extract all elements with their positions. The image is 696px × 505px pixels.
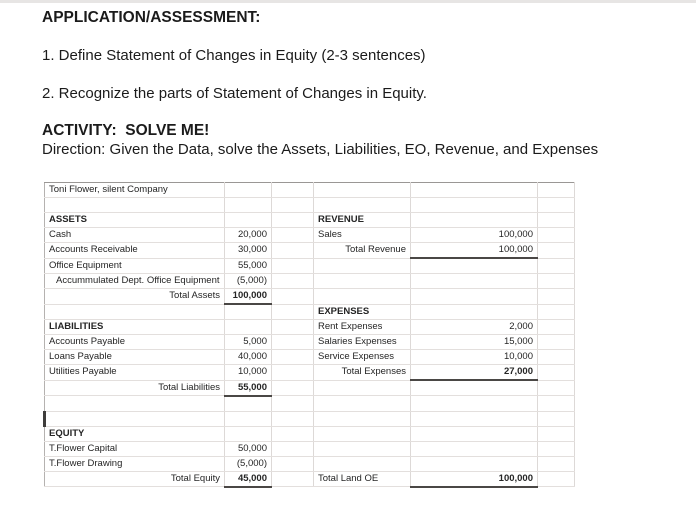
equity-label: T.Flower Capital bbox=[45, 441, 225, 456]
equity-value: (5,000) bbox=[225, 456, 272, 471]
equity-value: 50,000 bbox=[225, 441, 272, 456]
revenue-value: 100,000 bbox=[411, 228, 538, 243]
row-expenses-header bbox=[45, 304, 575, 320]
row-company bbox=[45, 183, 575, 198]
total-land-oe-label: Total Land OE bbox=[314, 471, 411, 487]
asset-value: (5,000) bbox=[225, 274, 272, 289]
row-receivable-totalrevenue bbox=[45, 243, 575, 259]
row-total-liabilities bbox=[45, 380, 575, 396]
worksheet-table bbox=[43, 182, 575, 488]
asset-value: 55,000 bbox=[225, 258, 272, 274]
liability-value: 5,000 bbox=[225, 335, 272, 350]
activity-direction: Direction: Given the Data, solve the Assets, Liabilities, EO, Revenue, and Expenses bbox=[42, 141, 599, 158]
row-blank bbox=[45, 198, 575, 213]
asset-label: Accummulated Dept. Office Equipment bbox=[45, 274, 225, 289]
total-equity-value: 45,000 bbox=[225, 471, 272, 487]
asset-label: Cash bbox=[45, 228, 225, 243]
row-accountspayable-salaries bbox=[45, 335, 575, 350]
total-revenue-label: Total Revenue bbox=[314, 243, 411, 259]
row-section-headers bbox=[45, 213, 575, 228]
row-drawing bbox=[45, 456, 575, 471]
page-title: APPLICATION/ASSESSMENT: bbox=[42, 9, 261, 26]
row-office-equipment bbox=[45, 258, 575, 274]
total-assets-label: Total Assets bbox=[45, 289, 225, 305]
expense-value: 15,000 bbox=[411, 335, 538, 350]
activity-heading: ACTIVITY: SOLVE ME! bbox=[42, 122, 210, 139]
row-totals-bottom bbox=[45, 471, 575, 487]
equity-label: T.Flower Drawing bbox=[45, 456, 225, 471]
equity-section-title: EQUITY bbox=[45, 426, 225, 441]
expense-label: Salaries Expenses bbox=[314, 335, 411, 350]
liability-label: Utilities Payable bbox=[45, 365, 225, 381]
asset-label: Office Equipment bbox=[45, 258, 225, 274]
total-expenses-label: Total Expenses bbox=[314, 365, 411, 381]
total-land-oe-value: 100,000 bbox=[411, 471, 538, 487]
row-blank bbox=[45, 411, 575, 426]
assessment-item-2: 2. Recognize the parts of Statement of Changes in Equity. bbox=[42, 85, 427, 102]
liability-value: 40,000 bbox=[225, 350, 272, 365]
total-equity-label: Total Equity bbox=[45, 471, 225, 487]
row-equity-header bbox=[45, 426, 575, 441]
expenses-section-title: EXPENSES bbox=[314, 304, 411, 320]
window-top-edge bbox=[0, 0, 696, 3]
total-liabilities-value: 55,000 bbox=[225, 380, 272, 396]
asset-label: Accounts Receivable bbox=[45, 243, 225, 259]
row-liabilities-rent bbox=[45, 320, 575, 335]
liability-label: Loans Payable bbox=[45, 350, 225, 365]
total-revenue-value: 100,000 bbox=[411, 243, 538, 259]
expense-label: Service Expenses bbox=[314, 350, 411, 365]
row-accum-depreciation bbox=[45, 274, 575, 289]
assets-section-title: ASSETS bbox=[45, 213, 225, 228]
row-capital bbox=[45, 441, 575, 456]
asset-value: 30,000 bbox=[225, 243, 272, 259]
total-liabilities-label: Total Liabilities bbox=[45, 380, 225, 396]
row-loans-service bbox=[45, 350, 575, 365]
asset-value: 20,000 bbox=[225, 228, 272, 243]
total-assets-value: 100,000 bbox=[225, 289, 272, 305]
row-total-assets bbox=[45, 289, 575, 305]
expense-label: Rent Expenses bbox=[314, 320, 411, 335]
liability-value: 10,000 bbox=[225, 365, 272, 381]
revenue-label: Sales bbox=[314, 228, 411, 243]
expense-value: 10,000 bbox=[411, 350, 538, 365]
revenue-section-title: REVENUE bbox=[314, 213, 411, 228]
expense-value: 2,000 bbox=[411, 320, 538, 335]
company-name: Toni Flower, silent Company bbox=[45, 183, 225, 198]
liabilities-section-title: LIABILITIES bbox=[45, 320, 225, 335]
row-utilities-totalexpenses bbox=[45, 365, 575, 381]
row-blank bbox=[45, 396, 575, 412]
row-cash-sales bbox=[45, 228, 575, 243]
assessment-item-1: 1. Define Statement of Changes in Equity (2-3 sentences) bbox=[42, 47, 426, 64]
total-expenses-value: 27,000 bbox=[411, 365, 538, 381]
cell-cursor-mark bbox=[45, 411, 225, 426]
liability-label: Accounts Payable bbox=[45, 335, 225, 350]
